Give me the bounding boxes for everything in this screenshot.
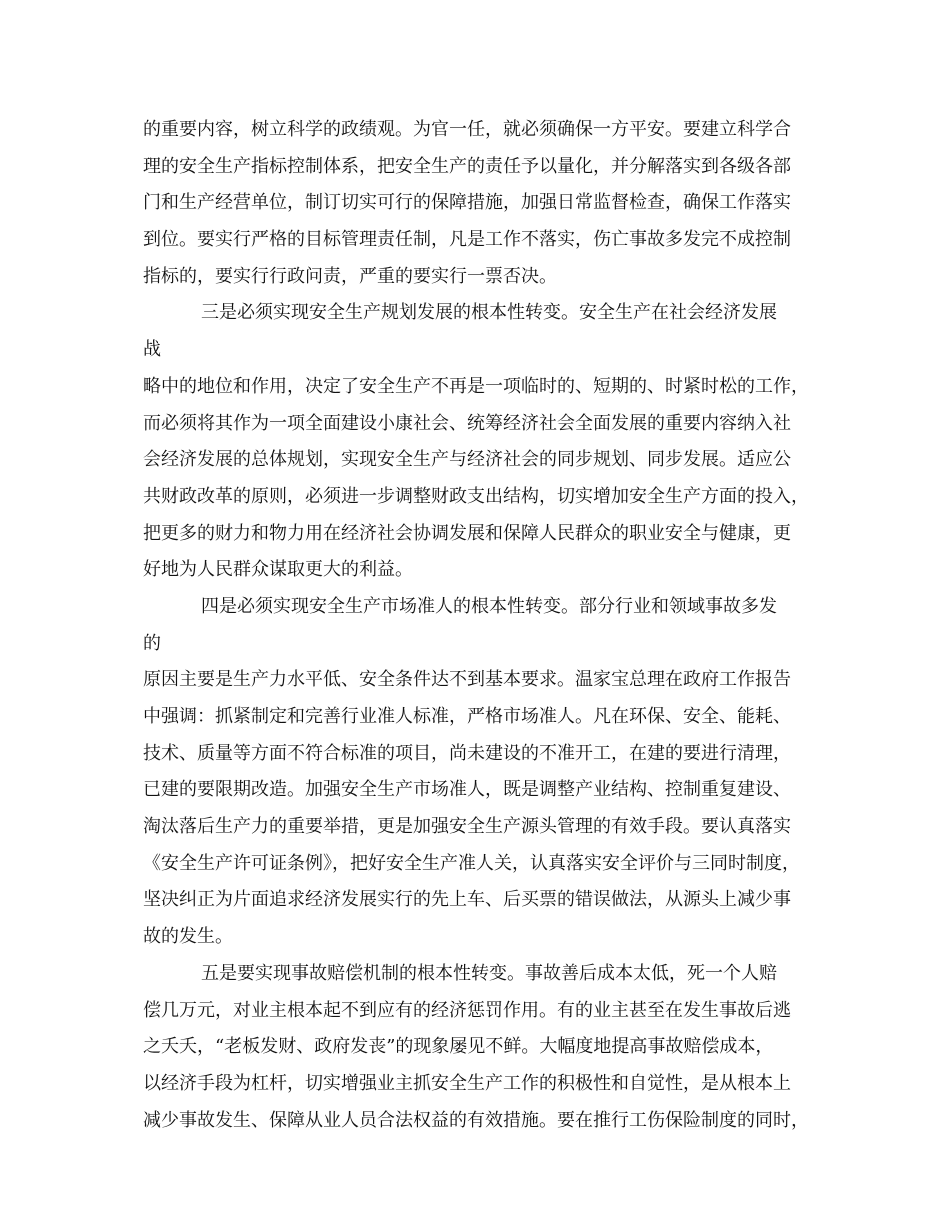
text-line: 共财政改革的原则，必须进一步调整财政支出结构，切实增加安全生产方面的投入， (143, 485, 809, 507)
text-line: 原因主要是生产力水平低、安全条件达不到基本要求。温家宝总理在政府工作报告 (143, 669, 791, 691)
paragraph-start-line: 五是要实现事故赔偿机制的根本性转变。事故善后成本太低，死一个人赔 (201, 962, 777, 984)
body-text (143, 112, 833, 1139)
text-line: 会经济发展的总体规划，实现安全生产与经济社会的同步规划、同步发展。适应公 (143, 449, 791, 471)
text-line: 以经济手段为杠杆，切实增强业主抓安全生产工作的积极性和自觉性，是从根本上 (143, 1072, 791, 1094)
text-line: 中强调：抓紧制定和完善行业准人标准，严格市场准人。凡在环保、安全、能耗、 (143, 706, 791, 727)
text-line: 技术、质量等方面不符合标准的项目，尚未建设的不准开工，在建的要进行清理， (143, 742, 791, 764)
text-line: 到位。要实行严格的目标管理责任制，凡是工作不落实，伤亡事故多发完不成控制 (143, 229, 791, 251)
text-line: 好地为人民群众谋取更大的利益。 (143, 559, 413, 581)
text-line: 而必须将其作为一项全面建设小康社会、统筹经济社会全面发展的重要内容纳入社 (143, 412, 791, 434)
text-line: 坚决纠正为片面追求经济发展实行的先上车、后买票的错误做法，从源头上减少事 (143, 889, 791, 911)
text-line: 战 (143, 339, 161, 361)
text-line: 淘汰落后生产力的重要举措，更是加强安全生产源头管理的有效手段。要认真落实 (143, 816, 791, 838)
text-line: 的 (143, 632, 161, 654)
text-line: 偿几万元，对业主根本起不到应有的经济惩罚作用。有的业主甚至在发生事故后逃 (143, 999, 791, 1021)
text-line: 门和生产经营单位，制订切实可行的保障措施，加强日常监督检查，确保工作落实 (143, 192, 791, 214)
text-line: 把更多的财力和物力用在经济社会协调发展和保障人民群众的职业安全与健康，更 (143, 522, 791, 544)
text-line: 略中的地位和作用，决定了安全生产不再是一项临时的、短期的、时紧时松的工作， (143, 375, 809, 397)
text-line: 的重要内容，树立科学的政绩观。为官一任，就必须确保一方平安。要建立科学合 (143, 119, 791, 140)
text-line: 理的安全生产指标控制体系，把安全生产的责任予以量化，并分解落实到各级各部 (143, 155, 791, 177)
paragraph-start-line: 四是必须实现安全生产市场准人的根本性转变。部分行业和领域事故多发 (201, 595, 777, 617)
text-line: 之夭夭，“老板发财、政府发丧”的现象屡见不鲜。大幅度地提高事故赔偿成本， (143, 1036, 774, 1058)
text-line: 已建的要限期改造。加强安全生产市场准人，既是调整产业结构、控制重复建设、 (143, 779, 791, 801)
text-line: 故的发生。 (143, 926, 233, 948)
text-line: 减少事故发生、保障从业人员合法权益的有效措施。要在推行工伤保险制度的同时， (143, 1109, 809, 1131)
text-line: 指标的，要实行行政问责，严重的要实行一票否决。 (143, 265, 557, 287)
paragraph-start-line: 三是必须实现安全生产规划发展的根本性转变。安全生产在社会经济发展 (201, 302, 777, 324)
text-line: 《安全生产许可证条例》，把好安全生产准人关，认真落实安全评价与三同时制度， (143, 852, 800, 874)
